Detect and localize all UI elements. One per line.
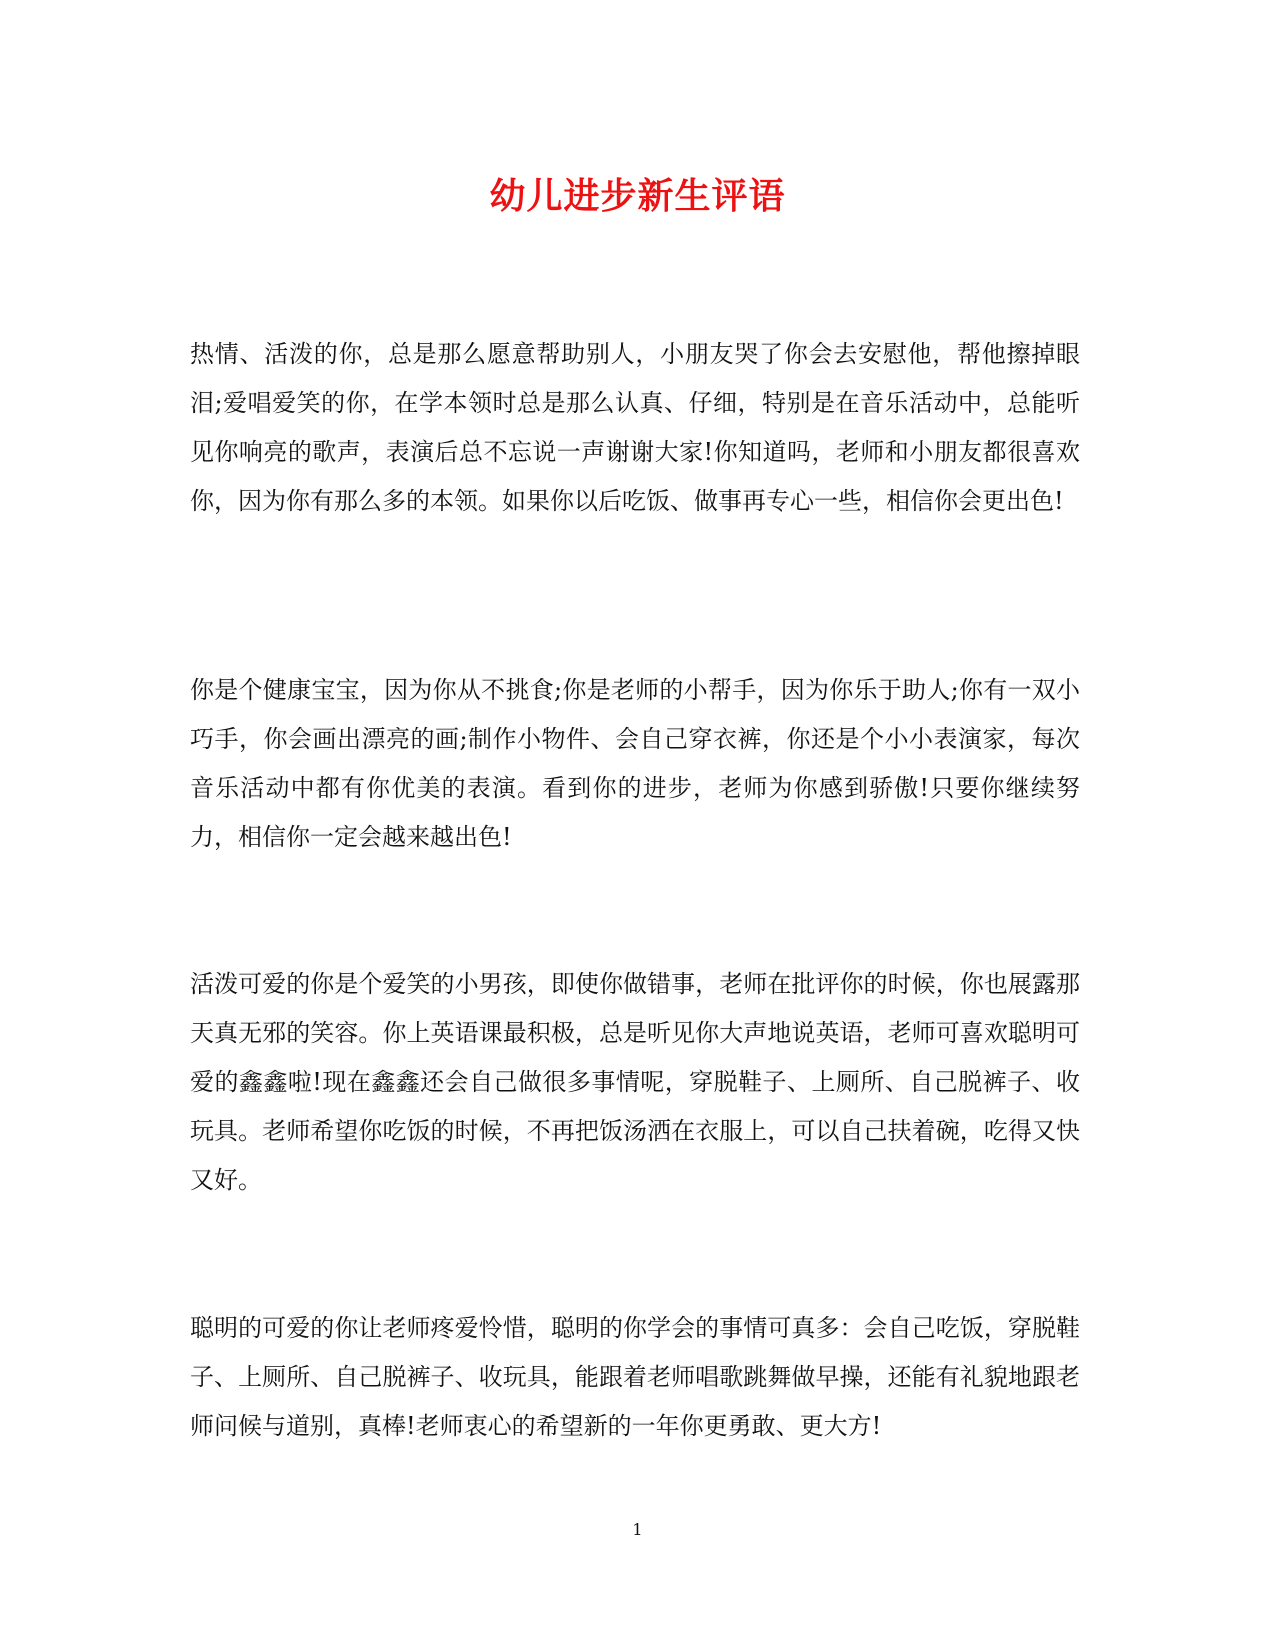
paragraph-1: 热情、活泼的你，总是那么愿意帮助别人，小朋友哭了你会去安慰他，帮他擦掉眼泪;爱唱爱笑的你，在学本领时总是那么认真、仔细，特别是在音乐活动中，总能听见你响亮的歌声，表演后总不忘说一声谢谢大家!你知道吗，老师和小朋友都很喜欢你，因为你有那么多的本领。如果你以后吃饭、做事再专心一些，相信你会更出色! — [190, 340, 1080, 515]
paragraph-2: 你是个健康宝宝，因为你从不挑食;你是老师的小帮手，因为你乐于助人;你有一双小巧手，你会画出漂亮的画;制作小物件、会自己穿衣裤，你还是个小小表演家，每次音乐活动中都有你优美的表演。看到你的进步，老师为你感到骄傲!只要你继续努力，相信你一定会越来越出色! — [190, 676, 1080, 851]
document-title: 幼儿进步新生评语 — [489, 175, 786, 217]
page-number: 1 — [632, 1520, 643, 1539]
paragraph-4: 聪明的可爱的你让老师疼爱怜惜，聪明的你学会的事情可真多：会自己吃饭，穿脱鞋子、上厕所、自己脱裤子、收玩具，能跟着老师唱歌跳舞做早操，还能有礼貌地跟老师问候与道别，真棒!老师衷心的希望新的一年你更勇敢、更大方! — [190, 1314, 1080, 1440]
paragraph-3: 活泼可爱的你是个爱笑的小男孩，即使你做错事，老师在批评你的时候，你也展露那天真无邪的笑容。你上英语课最积极，总是听见你大声地说英语，老师可喜欢聪明可爱的鑫鑫啦!现在鑫鑫还会自己做很多事情呢，穿脱鞋子、上厕所、自己脱裤子、收玩具。老师希望你吃饭的时候，不再把饭汤洒在衣服上，可以自己扶着碗，吃得又快又好。 — [190, 970, 1080, 1194]
